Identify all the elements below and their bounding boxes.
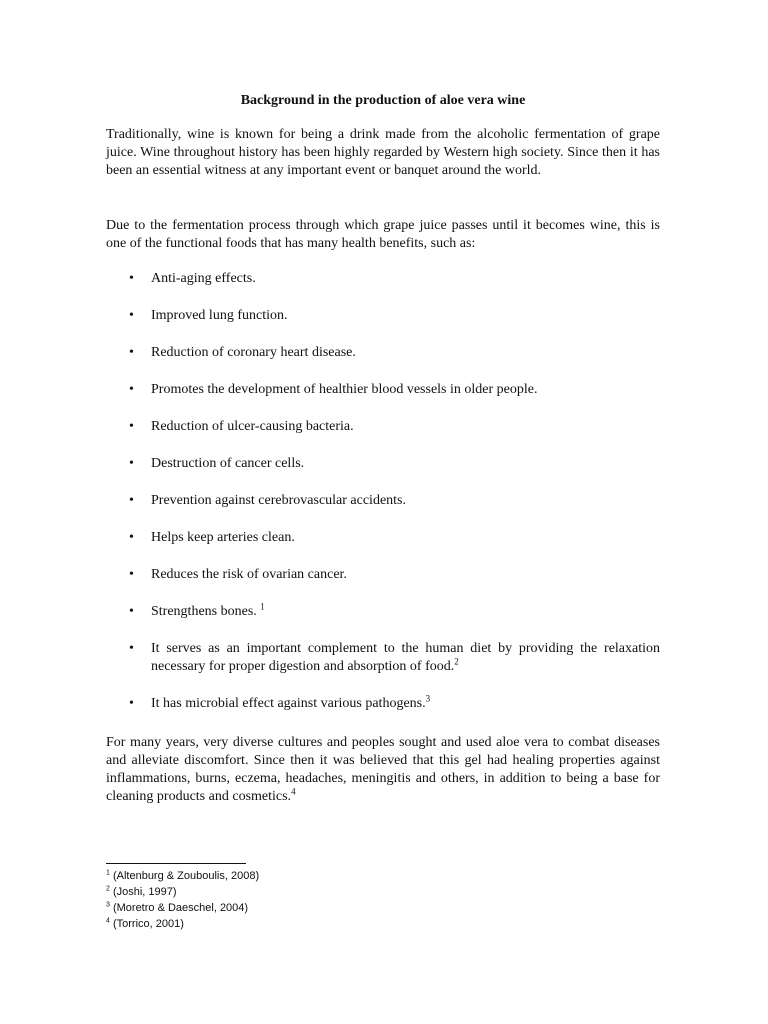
bullet-icon: •: [129, 567, 134, 582]
list-item: [106, 492, 660, 510]
footnote-ref[interactable]: 2: [454, 656, 459, 667]
bullet-icon: •: [129, 604, 134, 619]
bullet-icon: •: [129, 530, 134, 545]
list-item-text: Improved lung function.: [151, 308, 288, 323]
list-item: [106, 529, 660, 547]
paragraph-fermentation: Due to the fermentation process through which grape juice passes until it becomes wine, this is one of the functional foods that has many health benefits, such as:: [106, 218, 660, 251]
footnote-number: 3: [106, 901, 110, 909]
list-item-text: Reduces the risk of ovarian cancer.: [151, 567, 347, 582]
document-title: Background in the production of aloe vera wine: [240, 93, 526, 108]
list-item-text: Strengthens bones.: [151, 604, 261, 619]
bullet-icon: •: [129, 419, 134, 434]
bullet-icon: •: [129, 271, 134, 286]
bullet-icon: •: [129, 308, 134, 323]
list-item: [106, 455, 660, 473]
list-item: [106, 381, 660, 399]
list-item: [106, 603, 660, 621]
list-item: [106, 418, 660, 436]
list-item-text: Destruction of cancer cells.: [151, 456, 305, 471]
list-item: [106, 344, 660, 362]
footnote-text: (Joshi, 1997): [109, 886, 177, 898]
bullet-icon: •: [129, 696, 134, 711]
list-item-text: Prevention against cerebrovascular accidents.: [151, 493, 407, 508]
footnote-item: [106, 868, 259, 884]
footnote-ref[interactable]: 3: [425, 693, 431, 704]
list-item-text: Reduction of ulcer-causing bacteria.: [151, 419, 354, 434]
footnote-ref[interactable]: 1: [260, 601, 265, 612]
footnote-number: 2: [106, 885, 110, 893]
footnote-separator: [106, 863, 246, 864]
footnote-text: (Moretro & Daeschel, 2004): [109, 902, 249, 914]
footnote-text: (Altenburg & Zouboulis, 2008): [109, 870, 260, 882]
bullet-icon: •: [129, 382, 134, 397]
list-item: [106, 566, 660, 584]
footnotes: [106, 868, 259, 932]
list-item-text: It has microbial effect against various pathogens.: [151, 696, 426, 711]
list-item: [106, 695, 660, 713]
footnote-number: 4: [106, 917, 110, 925]
paragraph-aloe-vera: [106, 734, 660, 806]
list-item: [106, 307, 660, 325]
list-item: [106, 640, 660, 676]
list-item-text: Anti-aging effects.: [151, 271, 256, 286]
footnote-item: [106, 916, 259, 932]
paragraph-intro: Traditionally, wine is known for being a drink made from the alcoholic fermentation of grape juice. Wine throughout history has been highly regarded by Western high society. Since then it has been an essential witness at any important event or banquet around the world.: [106, 127, 660, 178]
paragraph-aloe-vera-text: For many years, very diverse cultures and peoples sought and used aloe vera to combat diseases and alleviate discomfort. Since then it was believed that this gel had healing properties against inflammations, burns, eczema, headaches, meningitis and others, in addition to being a base for cleaning products and cosmetics.: [106, 735, 660, 804]
list-item-text: Promotes the development of healthier blood vessels in older people.: [151, 382, 538, 397]
list-item-text: Helps keep arteries clean.: [151, 530, 295, 545]
benefits-list: [106, 270, 660, 732]
footnote-item: [106, 884, 259, 900]
bullet-icon: •: [129, 345, 134, 360]
footnote-ref[interactable]: 4: [291, 786, 296, 797]
footnote-text: (Torrico, 2001): [109, 918, 184, 930]
list-item: [106, 270, 660, 288]
footnote-item: [106, 900, 259, 916]
list-item-text: Reduction of coronary heart disease.: [151, 345, 356, 360]
bullet-icon: •: [129, 493, 134, 508]
bullet-icon: •: [129, 641, 134, 656]
bullet-icon: •: [129, 456, 134, 471]
list-item-text: It serves as an important complement to the human diet by providing the relaxation necessary for proper digestion and absorption of food.: [151, 641, 660, 674]
footnote-number: 1: [106, 869, 110, 877]
